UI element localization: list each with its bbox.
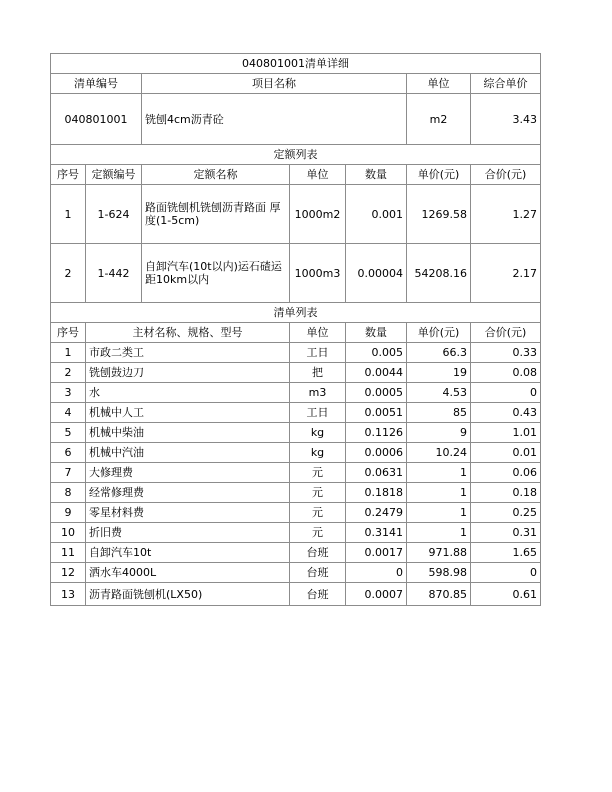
material-qty: 0.1126 <box>346 423 407 443</box>
materials-col-index: 序号 <box>51 323 86 343</box>
material-name: 折旧费 <box>86 523 290 543</box>
quota-col-qty: 数量 <box>346 165 407 185</box>
material-index: 7 <box>51 463 86 483</box>
material-total: 0.06 <box>471 463 541 483</box>
material-unit: kg <box>290 423 346 443</box>
material-unit-price: 1 <box>407 463 471 483</box>
material-row <box>51 523 541 543</box>
material-index: 8 <box>51 483 86 503</box>
material-row <box>51 363 541 383</box>
material-row <box>51 403 541 423</box>
item-code: 040801001 <box>51 94 142 145</box>
material-total: 0.31 <box>471 523 541 543</box>
material-unit-price: 1 <box>407 503 471 523</box>
unit-header: 单位 <box>407 74 471 94</box>
material-unit-price: 9 <box>407 423 471 443</box>
material-unit: 把 <box>290 363 346 383</box>
material-qty: 0.0006 <box>346 443 407 463</box>
code-header: 清单编号 <box>51 74 142 94</box>
quota-unit: 1000m3 <box>290 244 346 303</box>
material-qty: 0.0007 <box>346 583 407 606</box>
material-qty: 0.0005 <box>346 383 407 403</box>
table-title: 040801001清单详细 <box>51 54 541 74</box>
quota-qty: 0.001 <box>346 185 407 244</box>
material-name: 市政二类工 <box>86 343 290 363</box>
quota-col-total: 合价(元) <box>471 165 541 185</box>
material-unit-price: 66.3 <box>407 343 471 363</box>
material-qty: 0.1818 <box>346 483 407 503</box>
quota-name: 自卸汽车(10t以内)运石碴运距10km以内 <box>142 244 290 303</box>
quota-qty: 0.00004 <box>346 244 407 303</box>
quota-code: 1-624 <box>86 185 142 244</box>
material-unit-price: 4.53 <box>407 383 471 403</box>
material-unit-price: 1 <box>407 523 471 543</box>
material-row <box>51 463 541 483</box>
material-index: 5 <box>51 423 86 443</box>
material-total: 0.61 <box>471 583 541 606</box>
material-name: 大修理费 <box>86 463 290 483</box>
material-name: 机械中汽油 <box>86 443 290 463</box>
material-total: 0.01 <box>471 443 541 463</box>
material-total: 1.65 <box>471 543 541 563</box>
quota-index: 2 <box>51 244 86 303</box>
material-unit-price: 19 <box>407 363 471 383</box>
material-row <box>51 343 541 363</box>
item-unit: m2 <box>407 94 471 145</box>
material-index: 4 <box>51 403 86 423</box>
material-unit: m3 <box>290 383 346 403</box>
material-name: 机械中柴油 <box>86 423 290 443</box>
material-unit-price: 10.24 <box>407 443 471 463</box>
material-name: 经常修理费 <box>86 483 290 503</box>
material-qty: 0.2479 <box>346 503 407 523</box>
material-index: 3 <box>51 383 86 403</box>
material-row <box>51 563 541 583</box>
material-unit: 元 <box>290 463 346 483</box>
material-unit: 工日 <box>290 343 346 363</box>
material-total: 0.43 <box>471 403 541 423</box>
material-index: 11 <box>51 543 86 563</box>
material-unit: 元 <box>290 503 346 523</box>
material-name: 沥青路面铣刨机(LX50) <box>86 583 290 606</box>
material-qty: 0.0051 <box>346 403 407 423</box>
materials-col-unit-price: 单价(元) <box>407 323 471 343</box>
material-qty: 0.0631 <box>346 463 407 483</box>
item-header-row <box>51 74 541 94</box>
material-index: 6 <box>51 443 86 463</box>
material-row <box>51 483 541 503</box>
material-total: 0.25 <box>471 503 541 523</box>
materials-col-total: 合价(元) <box>471 323 541 343</box>
material-index: 1 <box>51 343 86 363</box>
material-index: 10 <box>51 523 86 543</box>
material-name: 零星材料费 <box>86 503 290 523</box>
quota-code: 1-442 <box>86 244 142 303</box>
quota-col-name: 定额名称 <box>142 165 290 185</box>
material-unit: 工日 <box>290 403 346 423</box>
quota-unit-price: 54208.16 <box>407 244 471 303</box>
material-total: 0 <box>471 383 541 403</box>
material-index: 12 <box>51 563 86 583</box>
material-total: 0.18 <box>471 483 541 503</box>
material-row <box>51 443 541 463</box>
material-unit: 台班 <box>290 543 346 563</box>
material-index: 13 <box>51 583 86 606</box>
item-row <box>51 94 541 145</box>
materials-col-name: 主材名称、规格、型号 <box>86 323 290 343</box>
material-name: 铣刨鼓边刀 <box>86 363 290 383</box>
material-row <box>51 503 541 523</box>
material-unit-price: 971.88 <box>407 543 471 563</box>
quota-name: 路面铣刨机铣刨沥青路面 厚度(1-5cm) <box>142 185 290 244</box>
materials-section-title: 清单列表 <box>51 303 541 323</box>
quota-section-title: 定额列表 <box>51 145 541 165</box>
material-qty: 0.0044 <box>346 363 407 383</box>
material-row <box>51 583 541 606</box>
material-unit-price: 870.85 <box>407 583 471 606</box>
quota-unit-price: 1269.58 <box>407 185 471 244</box>
bill-detail-table <box>50 53 541 606</box>
material-unit: 台班 <box>290 563 346 583</box>
material-unit-price: 1 <box>407 483 471 503</box>
material-row <box>51 423 541 443</box>
material-index: 9 <box>51 503 86 523</box>
material-name: 水 <box>86 383 290 403</box>
quota-total: 2.17 <box>471 244 541 303</box>
item-name: 铣刨4cm沥青砼 <box>142 94 407 145</box>
material-unit: 元 <box>290 483 346 503</box>
material-qty: 0.3141 <box>346 523 407 543</box>
material-index: 2 <box>51 363 86 383</box>
price-header: 综合单价 <box>471 74 541 94</box>
material-qty: 0.005 <box>346 343 407 363</box>
quota-col-index: 序号 <box>51 165 86 185</box>
quota-col-unit-price: 单价(元) <box>407 165 471 185</box>
material-total: 1.01 <box>471 423 541 443</box>
quota-row <box>51 185 541 244</box>
materials-col-qty: 数量 <box>346 323 407 343</box>
quota-col-code: 定额编号 <box>86 165 142 185</box>
quota-index: 1 <box>51 185 86 244</box>
material-name: 自卸汽车10t <box>86 543 290 563</box>
quota-row <box>51 244 541 303</box>
material-total: 0.08 <box>471 363 541 383</box>
material-name: 机械中人工 <box>86 403 290 423</box>
material-unit: 元 <box>290 523 346 543</box>
item-price: 3.43 <box>471 94 541 145</box>
material-unit: 台班 <box>290 583 346 606</box>
material-unit-price: 598.98 <box>407 563 471 583</box>
material-name: 洒水车4000L <box>86 563 290 583</box>
material-total: 0 <box>471 563 541 583</box>
quota-header-row <box>51 165 541 185</box>
materials-col-unit: 单位 <box>290 323 346 343</box>
materials-list <box>51 343 541 606</box>
quota-unit: 1000m2 <box>290 185 346 244</box>
material-unit: kg <box>290 443 346 463</box>
material-qty: 0 <box>346 563 407 583</box>
materials-header-row <box>51 323 541 343</box>
name-header: 项目名称 <box>142 74 407 94</box>
material-total: 0.33 <box>471 343 541 363</box>
material-qty: 0.0017 <box>346 543 407 563</box>
material-unit-price: 85 <box>407 403 471 423</box>
quota-total: 1.27 <box>471 185 541 244</box>
material-row <box>51 383 541 403</box>
material-row <box>51 543 541 563</box>
quota-col-unit: 单位 <box>290 165 346 185</box>
